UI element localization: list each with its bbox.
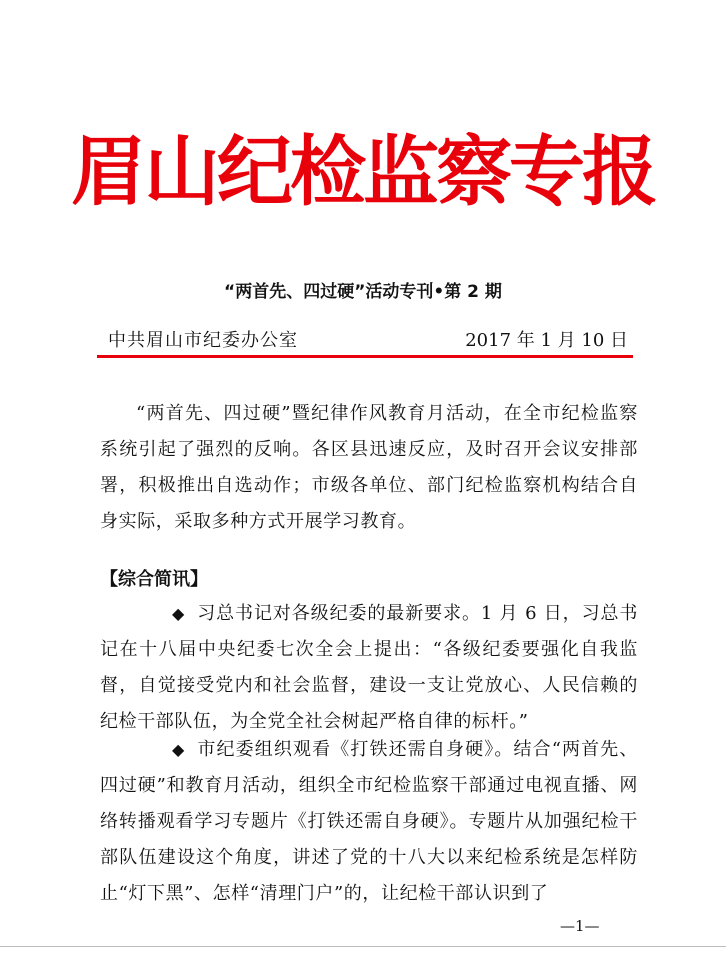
lead-paragraph: “两首先、四过硬”暨纪律作风教育月活动，在全市纪检监察系统引起了强烈的反响。各区县迅速反应，及时召开会议安排部署，积极推出自选动作；市级各单位、部门纪检监察机构结合自身实际，采取多种方式开展学习教育。 <box>100 403 638 532</box>
news-item <box>100 596 638 740</box>
section-heading: 【综合简讯】 <box>100 569 208 590</box>
issue-subtitle: “两首先、四过硬”活动专刊•第 2 期 <box>224 282 502 302</box>
issuer-name: 中共眉山市纪委办公室 <box>108 330 298 351</box>
diamond-bullet-icon: ◆ <box>172 740 185 759</box>
page-number: —1— <box>560 917 600 935</box>
page-bottom-edge <box>0 946 726 947</box>
news-item <box>100 732 638 912</box>
news-item-text: 习总书记对各级纪委的最新要求。1 月 6 日，习总书记在十八届中央纪委七次全会上提出：“各级纪委要强化自我监督，自觉接受党内和社会监督，建设一支让党放心、人民信赖的纪检干部队伍，为全党全社会树起严格自律的标杆。” <box>100 603 638 732</box>
issuer-row <box>108 327 628 355</box>
masthead-title: 眉山纪检监察专报 <box>71 127 655 216</box>
header-rule <box>97 355 633 358</box>
issue-date: 2017 年 1 月 10 日 <box>465 330 628 351</box>
diamond-bullet-icon: ◆ <box>172 604 185 623</box>
news-item-text: 市纪委组织观看《打铁还需自身硬》。结合“两首先、四过硬”和教育月活动，组织全市纪检监察干部通过电视直播、网络转播观看学习专题片《打铁还需自身硬》。专题片从加强纪检干部队伍建设这个角度，讲述了党的十八大以来纪检系统是怎样防止“灯下黑”、怎样“清理门户”的，让纪检干部认识到了 <box>100 739 638 904</box>
